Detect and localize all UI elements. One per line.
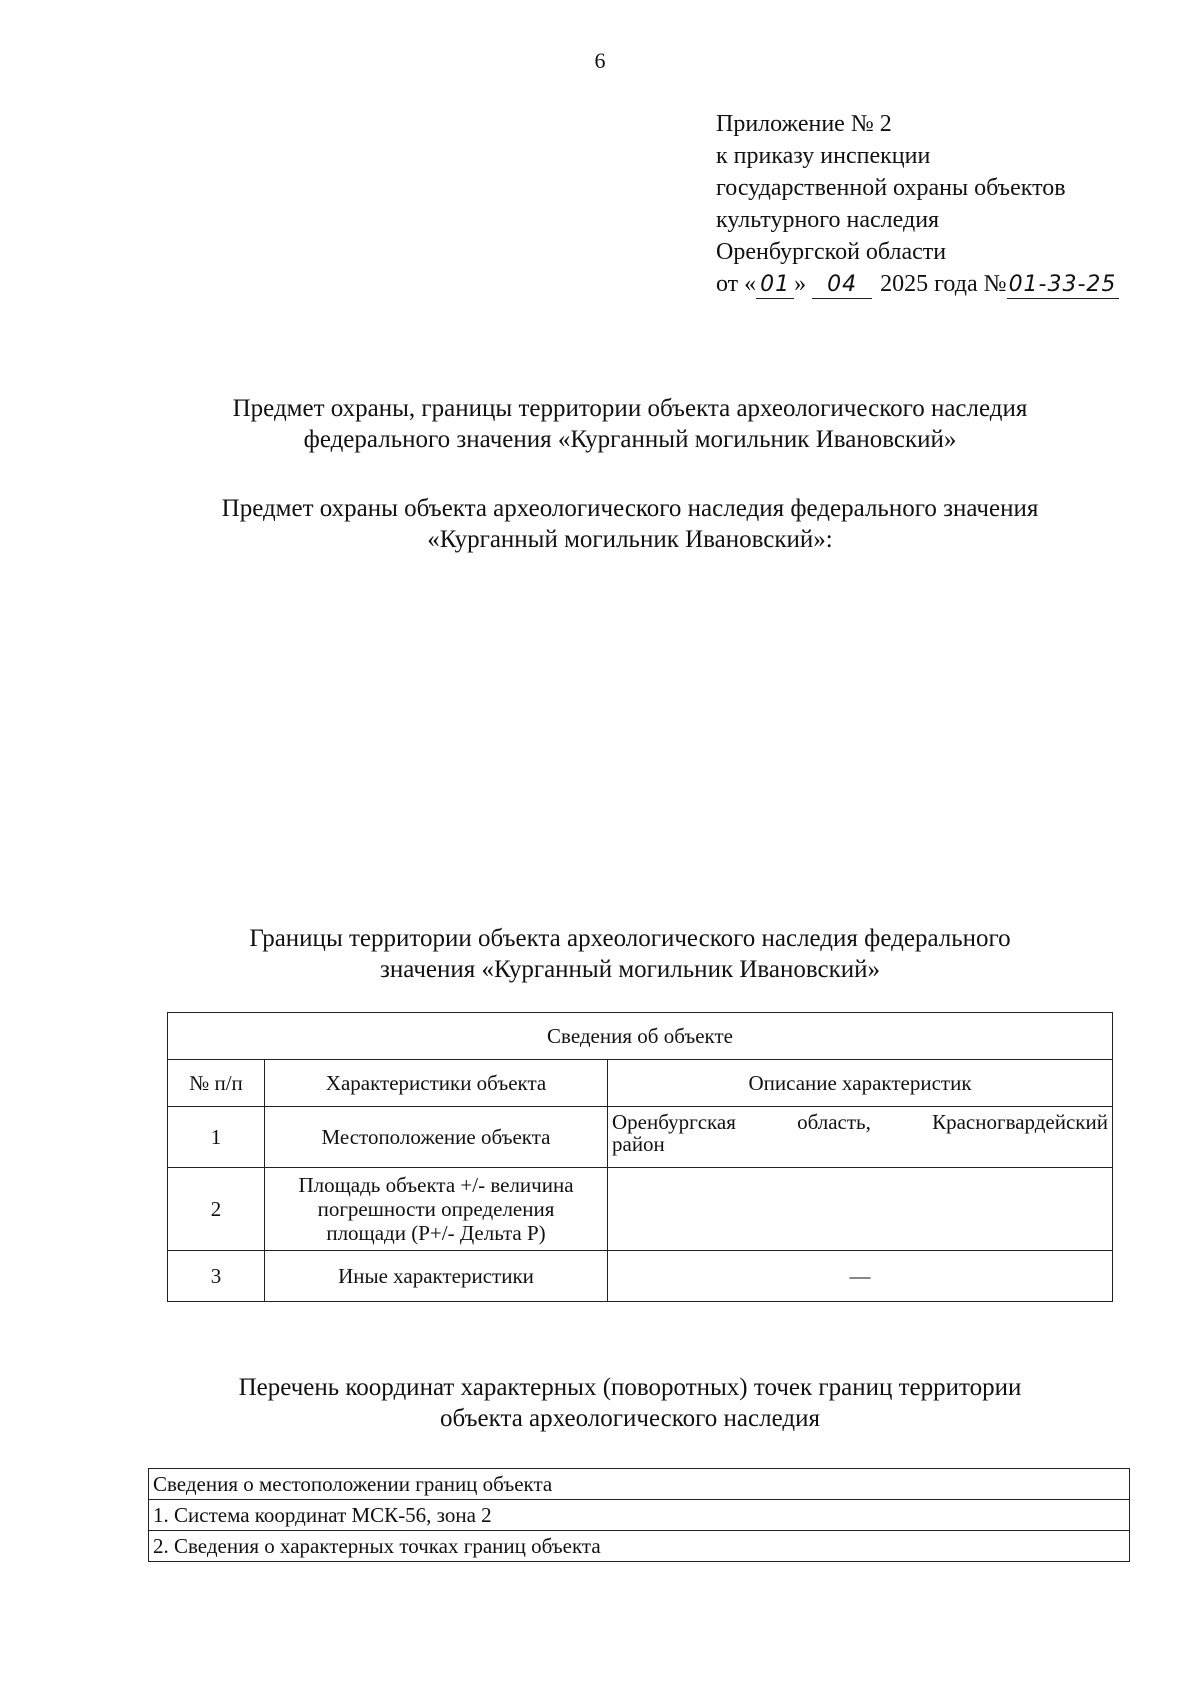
date-mid: » bbox=[794, 271, 807, 297]
appendix-line: к приказу инспекции bbox=[716, 143, 931, 169]
description-cell: — bbox=[608, 1251, 1113, 1302]
table-caption: Сведения об объекте bbox=[168, 1013, 1113, 1060]
table-cell: 2. Сведения о характерных точках границ объекта bbox=[149, 1531, 1130, 1562]
handwritten-order-number: 01-33-25 bbox=[1007, 272, 1119, 299]
characteristic-cell: Иные характеристики bbox=[265, 1251, 608, 1302]
table-cell: Сведения о местоположении границ объекта bbox=[149, 1469, 1130, 1500]
characteristic-line: погрешности определения bbox=[317, 1197, 555, 1221]
handwritten-month: 04 bbox=[812, 272, 872, 299]
column-header: Описание характеристик bbox=[608, 1060, 1113, 1107]
protection-subject-heading bbox=[150, 493, 1110, 555]
characteristic-cell bbox=[265, 1168, 608, 1251]
characteristic-line: Площадь объекта +/- величина bbox=[298, 1173, 574, 1197]
description-line: район bbox=[612, 1132, 665, 1156]
characteristic-line: площади (Р+/- Дельта Р) bbox=[326, 1221, 546, 1245]
appendix-line: Оренбургской области bbox=[716, 239, 947, 265]
boundary-coordinates-table bbox=[148, 1468, 1130, 1562]
appendix-title: Приложение № 2 bbox=[716, 111, 892, 137]
coordinates-heading bbox=[150, 1372, 1110, 1434]
table-row bbox=[168, 1107, 1113, 1168]
table-row bbox=[168, 1168, 1113, 1251]
appendix-line: культурного наследия bbox=[716, 207, 940, 233]
description-cell bbox=[608, 1107, 1113, 1168]
table-cell: 1. Система координат МСК-56, зона 2 bbox=[149, 1500, 1130, 1531]
heading-line: Перечень координат характерных (поворотных) точек границ территории bbox=[238, 1374, 1022, 1401]
table-row bbox=[168, 1251, 1113, 1302]
characteristic-cell: Местоположение объекта bbox=[265, 1107, 608, 1168]
table-header-row bbox=[168, 1060, 1113, 1107]
heading-line: Предмет охраны объекта археологического наследия федерального значения bbox=[221, 495, 1039, 522]
row-number: 2 bbox=[168, 1168, 265, 1251]
column-header: Характеристики объекта bbox=[265, 1060, 608, 1107]
description-cell bbox=[608, 1168, 1113, 1251]
appendix-block bbox=[716, 108, 1119, 300]
description-word: Оренбургская bbox=[612, 1110, 736, 1134]
description-word: область, bbox=[797, 1110, 871, 1134]
handwritten-day: 01 bbox=[756, 272, 794, 299]
page-number: 6 bbox=[594, 48, 606, 73]
heading-line: значения «Курганный могильник Ивановский» bbox=[380, 956, 880, 983]
description-line bbox=[612, 1111, 1108, 1133]
date-prefix: от « bbox=[716, 271, 757, 297]
heading-line: Границы территории объекта археологического наследия федерального bbox=[249, 925, 1011, 952]
heading-line: «Курганный могильник Ивановский»: bbox=[427, 526, 833, 553]
table-row bbox=[149, 1531, 1130, 1562]
order-date-line bbox=[716, 268, 1119, 300]
heading-line: Предмет охраны, границы территории объекта археологического наследия bbox=[232, 395, 1028, 422]
heading-line: федерального значения «Курганный могильник Ивановский» bbox=[303, 426, 957, 453]
object-info-table bbox=[167, 1012, 1113, 1302]
appendix-line: государственной охраны объектов bbox=[716, 175, 1066, 201]
territory-boundaries-heading bbox=[150, 923, 1110, 985]
main-heading bbox=[150, 393, 1110, 455]
table-row bbox=[149, 1469, 1130, 1500]
year-text: 2025 года № bbox=[880, 271, 1007, 297]
row-number: 3 bbox=[168, 1251, 265, 1302]
row-number: 1 bbox=[168, 1107, 265, 1168]
column-header: № п/п bbox=[168, 1060, 265, 1107]
heading-line: объекта археологического наследия bbox=[440, 1405, 820, 1432]
table-row bbox=[149, 1500, 1130, 1531]
description-word: Красногвардейский bbox=[932, 1110, 1108, 1134]
